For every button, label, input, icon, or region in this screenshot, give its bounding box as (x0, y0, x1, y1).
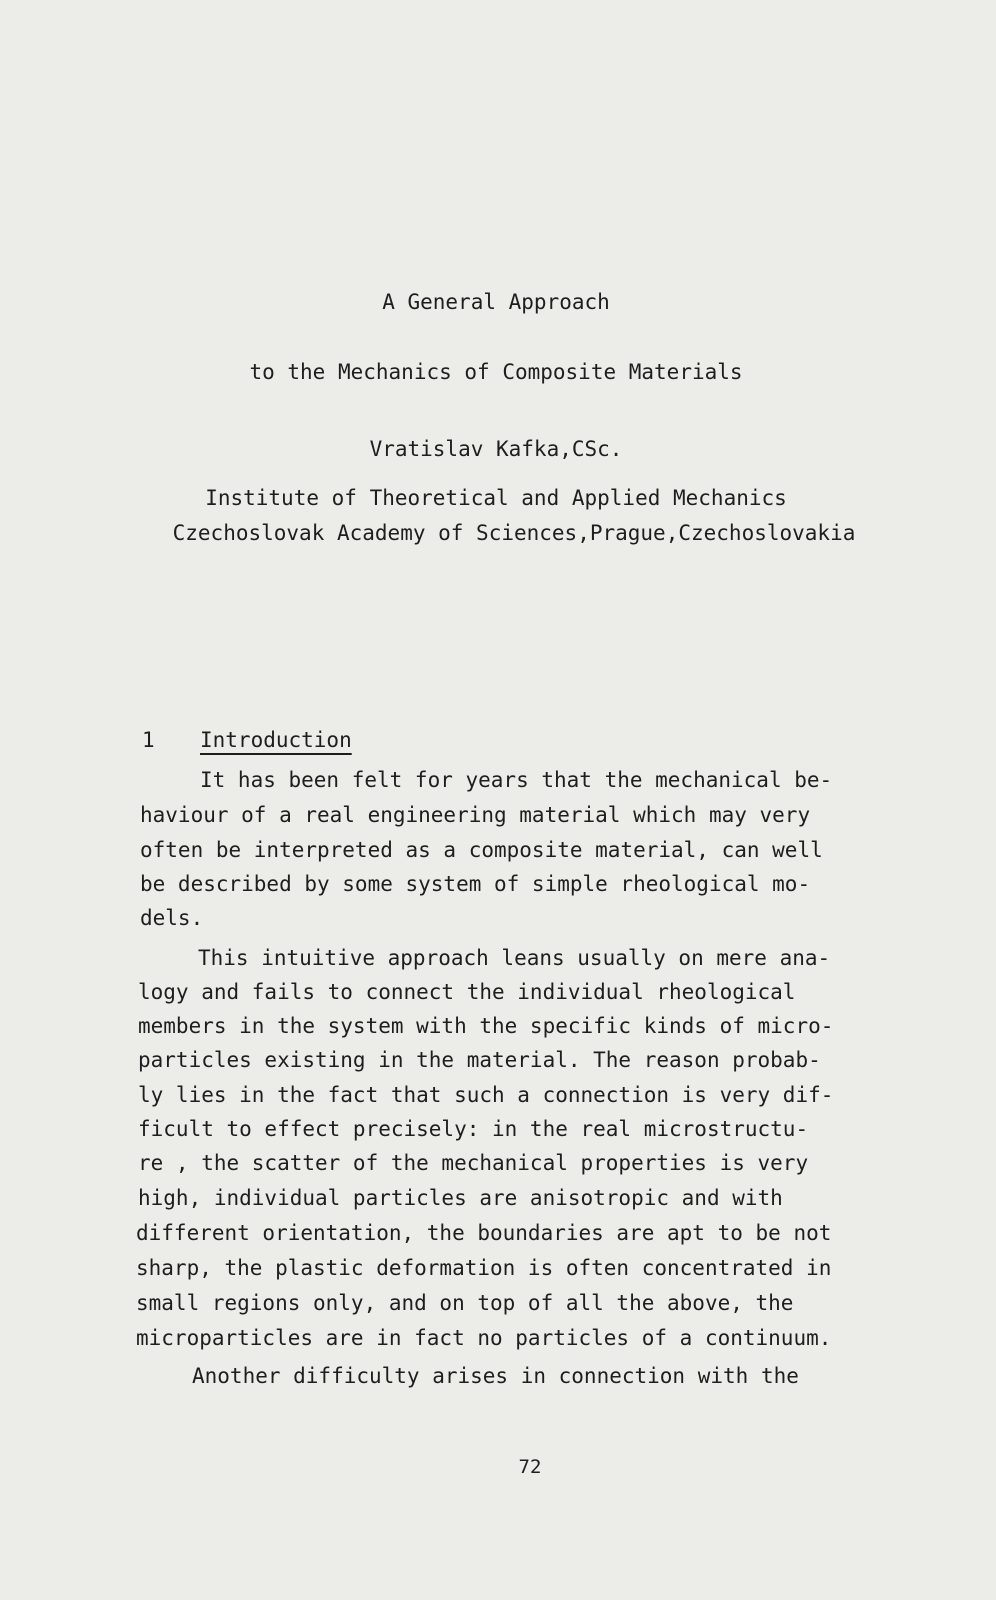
body-line: re , the scatter of the mechanical properties is very (138, 1151, 809, 1175)
body-line: high, individual particles are anisotropic and with (138, 1186, 783, 1210)
body-line: It has been felt for years that the mechanical be- (200, 768, 833, 792)
body-line: This intuitive approach leans usually on mere ana- (198, 946, 831, 970)
body-line: sharp, the plastic deformation is often concentrated in (136, 1256, 832, 1280)
paper-title-line-2: to the Mechanics of Composite Materials (249, 360, 743, 384)
body-line: be described by some system of simple rheological mo- (140, 872, 811, 896)
body-line: Another difficulty arises in connection with the (192, 1364, 799, 1388)
body-line: ficult to effect precisely: in the real microstructu- (138, 1117, 809, 1141)
section-heading: Introduction (200, 728, 352, 752)
section-number: 1 (142, 728, 155, 752)
body-line: often be interpreted as a composite material, can well (140, 838, 823, 862)
body-line: different orientation, the boundaries are apt to be not (136, 1221, 832, 1245)
author-name: Vratislav Kafka,CSc. (369, 437, 623, 461)
body-line: small regions only, and on top of all the above, the (136, 1291, 794, 1315)
body-line: particles existing in the material. The reason probab- (138, 1048, 821, 1072)
body-line: haviour of a real engineering material which may very (140, 803, 811, 827)
paper-title-line-1: A General Approach (382, 290, 610, 314)
body-line: ly lies in the fact that such a connection is very dif- (138, 1083, 834, 1107)
author-affiliation-line-1: Institute of Theoretical and Applied Mechanics (205, 486, 787, 510)
body-line: logy and fails to connect the individual rheological (138, 980, 796, 1004)
body-line: members in the system with the specific kinds of micro- (138, 1014, 834, 1038)
body-line: dels. (140, 906, 204, 930)
author-affiliation-line-2: Czechoslovak Academy of Sciences,Prague,Czechoslovakia (172, 521, 856, 545)
page-number: 72 (518, 1456, 542, 1478)
body-line: microparticles are in fact no particles of a continuum. (136, 1326, 832, 1350)
